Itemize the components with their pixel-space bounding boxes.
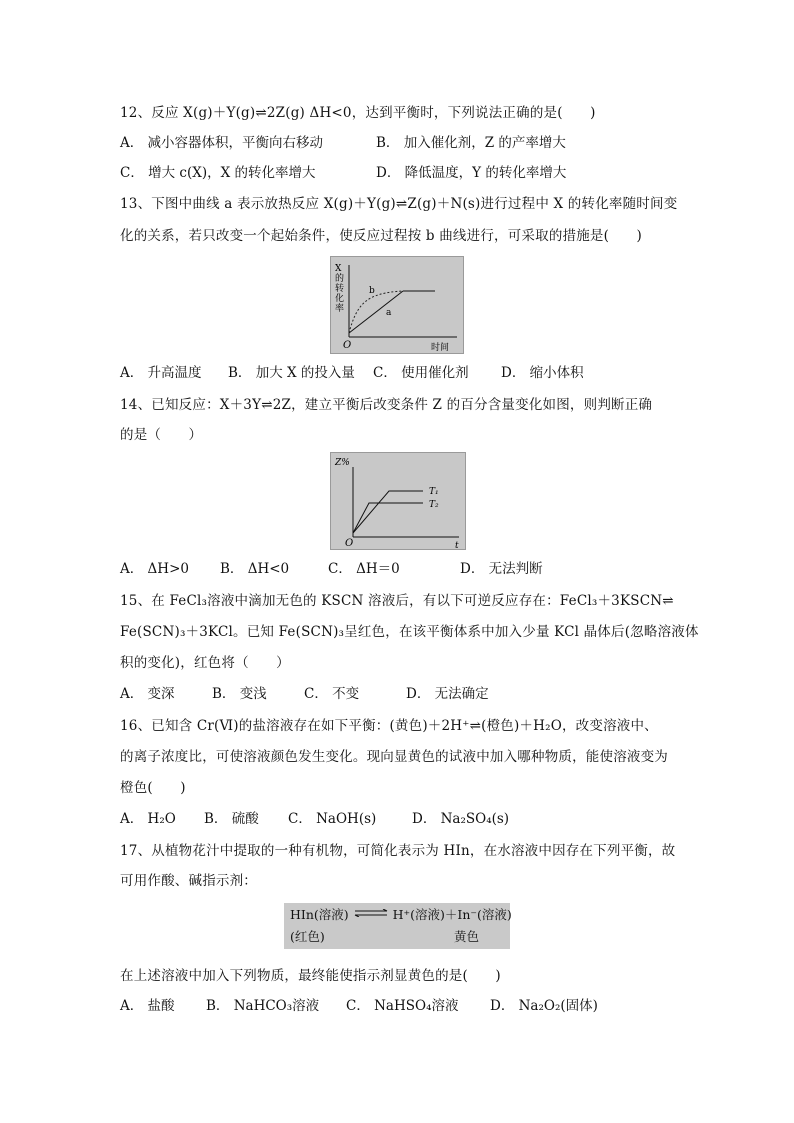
q17-option-c: C． NaHSO₄溶液 [346, 998, 459, 1014]
q14-stem-line1: 14、已知反应：X＋3Y⇌2Z，建立平衡后改变条件 Z 的百分含量变化如图，则判断正确 [120, 397, 653, 413]
q14-option-a: A． ΔH>0 [120, 561, 189, 577]
equilibrium-arrow-icon [353, 909, 389, 917]
q15-options [120, 684, 489, 704]
q16-stem-line1: 16、已知含 Cr(Ⅵ)的盐溶液存在如下平衡：(黄色)＋2H⁺⇌(橙色)＋H₂O，改变溶液中、 [120, 718, 658, 734]
q13-option-c: C． 使用催化剂 [373, 365, 469, 381]
q12-option-b: B． 加入催化剂，Z 的产率增大 [376, 135, 566, 151]
q12-options-row1 [120, 133, 566, 153]
q13-ylabel-char: 化 [335, 294, 345, 304]
q15-option-c: C． 不变 [304, 686, 360, 702]
q17-right-color: 黄色 [454, 929, 480, 944]
q15-stem-line1: 15、在 FeCl₃溶液中滴加无色的 KSCN 溶液后，有以下可逆反应存在：FeCl₃＋3KSCN⇌ [120, 593, 674, 609]
q17-eq-left: HIn(溶液) [290, 907, 349, 922]
q17-options [120, 996, 598, 1016]
q16-option-b: B． 硫酸 [204, 811, 259, 827]
q13-option-a: A． 升高温度 [120, 365, 202, 381]
q14-option-d: D． 无法判断 [460, 561, 543, 577]
q16-stem-line2: 的离子浓度比，可使溶液颜色发生变化。现向显黄色的试液中加入哪种物质，能使溶液变为 [120, 749, 668, 765]
q14-option-b: B． ΔH<0 [220, 561, 290, 577]
q15-option-d: D． 无法确定 [406, 686, 489, 702]
q14-figure [330, 452, 466, 550]
q14-options [120, 559, 543, 579]
q13-curve-a [349, 291, 403, 333]
q17-stem-line1: 17、从植物花汁中提取的一种有机物，可简化表示为 HIn，在水溶液中因存在下列平衡，故 [120, 843, 676, 859]
q13-label-a: a [386, 308, 392, 318]
q14-ylabel: Z% [335, 458, 350, 468]
q13-figure [330, 256, 464, 354]
q16-option-c: C． NaOH(s) [288, 811, 377, 827]
q15-stem-line3: 积的变化)，红色将（ ） [120, 655, 290, 671]
q13-ylabel-char: X [335, 264, 342, 274]
q14-stem-line2: 的是（ ） [120, 427, 203, 443]
q13-chart [331, 257, 463, 353]
q17-equilibrium-box [284, 903, 510, 949]
q16-options [120, 809, 509, 829]
q15-option-b: B． 变浅 [212, 686, 267, 702]
q13-ylabel-char: 的 [335, 274, 345, 284]
q14-chart [331, 453, 465, 549]
q13-ylabel-char: 率 [335, 304, 345, 314]
q17-question: 在上述溶液中加入下列物质，最终能使指示剂显黄色的是( ) [120, 968, 501, 984]
q13-options [120, 363, 584, 383]
q17-left-color: (红色) [290, 929, 325, 944]
q13-stem-line1: 13、下图中曲线 a 表示放热反应 X(g)＋Y(g)⇌Z(g)＋N(s)进行过程中 X 的转化率随时间变 [120, 196, 678, 212]
q16-option-a: A． H₂O [120, 811, 176, 827]
q13-option-d: D． 缩小体积 [501, 365, 584, 381]
q13-label-b: b [369, 286, 375, 296]
q12-option-d: D． 降低温度，Y 的转化率增大 [376, 165, 567, 181]
q13-ylabel-char: 转 [335, 284, 345, 294]
q15-option-a: A． 变深 [120, 686, 175, 702]
q17-option-b: B． NaHCO₃溶液 [206, 998, 320, 1014]
q13-option-b: B． 加大 X 的投入量 [228, 365, 355, 381]
q17-eq-right: H⁺(溶液)＋In⁻(溶液) [392, 907, 512, 922]
q15-stem-line2: Fe(SCN)₃＋3KCl。已知 Fe(SCN)₃呈红色，在该平衡体系中加入少量 KCl 晶体后(忽略溶液体 [120, 624, 699, 640]
q17-option-d: D． Na₂O₂(固体) [490, 998, 598, 1014]
q14-xlabel: t [455, 541, 459, 549]
q12-option-a: A． 减小容器体积，平衡向右移动 [120, 135, 324, 151]
q13-stem-line2: 化的关系，若只改变一个起始条件，使反应过程按 b 曲线进行，可采取的措施是( ) [120, 228, 642, 244]
q12-options-row2 [120, 163, 566, 183]
q14-curve-t1 [353, 491, 423, 533]
q12-stem: 12、反应 X(g)＋Y(g)⇌2Z(g) ΔH<0，达到平衡时，下列说法正确的是( ) [120, 105, 596, 121]
q14-label-t2: T₂ [429, 500, 439, 510]
q13-origin: O [343, 340, 352, 351]
q14-origin: O [345, 538, 354, 549]
q17-equation [290, 905, 512, 925]
q16-stem-line3: 橙色( ) [120, 780, 186, 796]
q14-option-c: C． ΔH＝0 [328, 561, 400, 577]
q14-label-t1: T₁ [429, 487, 439, 497]
q17-option-a: A． 盐酸 [120, 998, 175, 1014]
q12-option-c: C． 增大 c(X)，X 的转化率增大 [120, 165, 316, 181]
q14-curve-t2 [353, 503, 423, 533]
q16-option-d: D． Na₂SO₄(s) [412, 811, 510, 827]
q13-xlabel: 时间 [431, 343, 450, 353]
q17-stem-line2: 可用作酸、碱指示剂： [120, 873, 257, 889]
